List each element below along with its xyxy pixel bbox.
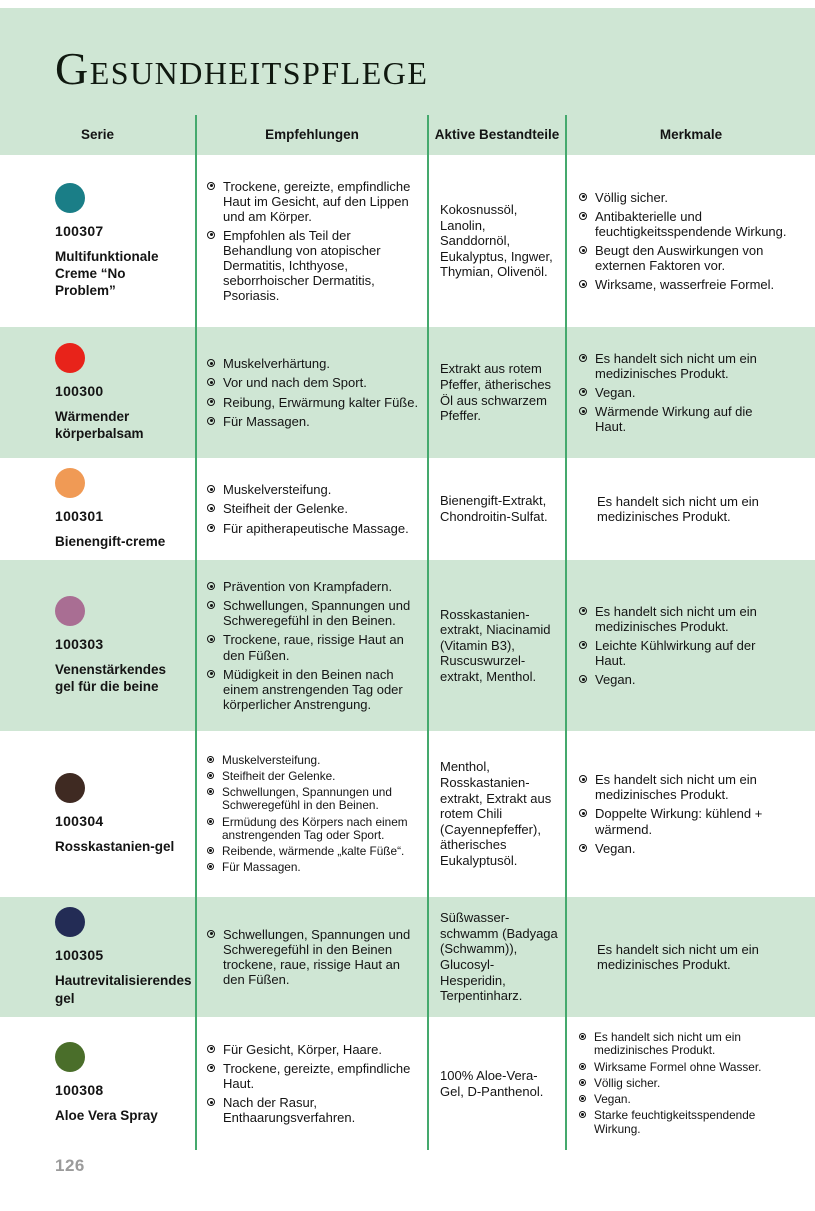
table-header-row	[0, 115, 815, 155]
empfehlungen-cell	[195, 560, 427, 731]
series-color-dot	[55, 468, 85, 498]
empfehlungen-list	[207, 754, 421, 875]
list-item	[579, 277, 809, 292]
product-name: Venenstärkendes gel für die beine	[55, 661, 167, 694]
circled-dot-bullet-icon	[579, 246, 587, 254]
merkmale-list	[579, 351, 809, 434]
empfehlungen-cell	[195, 458, 427, 560]
merkmale-list	[579, 772, 809, 855]
list-item-text: Muskelverhärtung.	[223, 356, 330, 372]
bestandteile-cell	[427, 560, 565, 731]
bestandteile-text: Extrakt aus rotem Pfeffer, ätherisches Öl aus schwarzem Pfeffer.	[440, 361, 552, 424]
list-item-text: Vegan.	[595, 840, 636, 856]
page-number: 126	[55, 1156, 85, 1175]
list-item	[579, 351, 809, 381]
list-item-text: Vegan.	[594, 1092, 631, 1107]
circled-dot-bullet-icon	[207, 847, 214, 854]
list-item	[207, 501, 421, 516]
circled-dot-bullet-icon	[579, 193, 587, 201]
circled-dot-bullet-icon	[579, 675, 587, 683]
header-cell-aktive-bestandteile: Aktive Bestandteile	[427, 115, 565, 155]
list-item-text: Für Massagen.	[222, 860, 301, 875]
list-item-text: Trockene, raue, rissige Haut an den Füßen.	[223, 632, 404, 663]
bestandteile-cell	[427, 155, 565, 327]
circled-dot-bullet-icon	[207, 863, 214, 870]
product-code: 100305	[55, 947, 104, 964]
serie-cell	[0, 327, 195, 458]
list-item	[579, 243, 809, 273]
product-name: Bienengift-creme	[55, 533, 166, 549]
list-item	[207, 375, 421, 390]
bestandteile-text: Menthol, Rosskastanien-extrakt, Extrakt aus rotem Chili (Cayennepfeffer), ätherisches Eukalyptusöl.	[440, 759, 552, 868]
list-item	[207, 632, 421, 662]
list-item	[207, 356, 421, 371]
list-item-text: Doppelte Wirkung: kühlend + wärmend.	[595, 806, 763, 837]
list-item	[579, 1077, 809, 1090]
product-code: 100300	[55, 382, 104, 399]
circled-dot-bullet-icon	[207, 1045, 215, 1053]
circled-dot-bullet-icon	[207, 182, 215, 190]
list-item	[579, 1061, 809, 1074]
circled-dot-bullet-icon	[207, 1098, 215, 1106]
list-item	[579, 604, 809, 634]
list-item-text: Für Gesicht, Körper, Haare.	[223, 1041, 382, 1057]
list-item-text: Müdigkeit in den Beinen nach einem anstrengenden Tag oder körperlicher Anstrengung.	[223, 666, 403, 712]
serie-cell	[0, 560, 195, 731]
circled-dot-bullet-icon	[207, 582, 215, 590]
circled-dot-bullet-icon	[207, 635, 215, 643]
list-item-text: Leichte Kühlwirkung auf der Haut.	[595, 637, 756, 669]
page-title: Gesundheitspflege	[55, 43, 429, 94]
list-item-text: Empfohlen als Teil der Behandlung von atopischer Dermatitis, Ichthyose, seborrhoischer Dermatitis, Psoriasis.	[223, 227, 381, 304]
merkmale-cell	[565, 1017, 815, 1150]
circled-dot-bullet-icon	[579, 1095, 586, 1102]
series-color-dot	[55, 596, 85, 626]
table-row	[0, 327, 815, 458]
list-item	[207, 1061, 421, 1091]
list-item	[207, 228, 421, 303]
merkmale-list	[579, 494, 809, 524]
serie-cell	[0, 458, 195, 560]
list-item	[207, 482, 421, 497]
list-item-text: Schwellungen, Spannungen und Schweregefühl in den Beinen.	[222, 785, 392, 813]
list-item-text: Nach der Rasur, Enthaarungsverfahren.	[223, 1095, 356, 1126]
bestandteile-cell	[427, 458, 565, 560]
circled-dot-bullet-icon	[579, 1033, 586, 1040]
merkmale-list	[579, 190, 809, 292]
product-code: 100307	[55, 222, 104, 239]
bestandteile-text: Bienengift-Extrakt, Chondroitin-Sulfat.	[440, 493, 548, 524]
list-item-text: Wärmende Wirkung auf die Haut.	[595, 404, 753, 435]
list-item	[207, 861, 421, 874]
empfehlungen-list	[207, 356, 421, 428]
list-item-text: Für Massagen.	[223, 413, 310, 429]
circled-dot-bullet-icon	[579, 1063, 586, 1070]
header-cell-merkmale: Merkmale	[565, 115, 815, 155]
list-item-text: Völlig sicher.	[594, 1075, 661, 1090]
list-item	[207, 667, 421, 712]
empfehlungen-cell	[195, 731, 427, 897]
list-item	[579, 404, 809, 434]
circled-dot-bullet-icon	[579, 1079, 586, 1086]
list-item-text: Reibung, Erwärmung kalter Füße.	[223, 394, 419, 410]
circled-dot-bullet-icon	[579, 212, 587, 220]
list-item	[579, 806, 809, 836]
list-item	[207, 845, 421, 858]
list-item	[207, 598, 421, 628]
circled-dot-bullet-icon	[207, 601, 215, 609]
list-item-text: Trockene, gereizte, empfindliche Haut im Gesicht, auf den Lippen und am Körper.	[223, 178, 411, 224]
circled-dot-bullet-icon	[579, 641, 587, 649]
list-item-text: Schwellungen, Spannungen und Schweregefühl in den Beinen trockene, raue, rissige Haut an den Füßen.	[223, 926, 411, 988]
empfehlungen-list	[207, 482, 421, 535]
circled-dot-bullet-icon	[579, 775, 587, 783]
circled-dot-bullet-icon	[579, 407, 587, 415]
circled-dot-bullet-icon	[207, 398, 215, 406]
circled-dot-bullet-icon	[207, 485, 215, 493]
list-item	[207, 179, 421, 224]
list-item	[579, 841, 809, 856]
bestandteile-cell	[427, 897, 565, 1017]
bestandteile-text: 100% Aloe-Vera-Gel, D-Panthenol.	[440, 1067, 544, 1099]
table-row	[0, 155, 815, 327]
empfehlungen-list	[207, 579, 421, 712]
list-item-text: Muskelversteifung.	[223, 482, 332, 498]
circled-dot-bullet-icon	[579, 809, 587, 817]
circled-dot-bullet-icon	[207, 670, 215, 678]
series-color-dot	[55, 907, 85, 937]
serie-cell	[0, 897, 195, 1017]
empfehlungen-cell	[195, 327, 427, 458]
list-item-text: Prävention von Krampfadern.	[223, 579, 393, 595]
list-item	[579, 772, 809, 802]
list-item	[207, 770, 421, 783]
list-item	[207, 414, 421, 429]
product-code: 100308	[55, 1082, 104, 1099]
list-item	[207, 786, 421, 812]
list-item-text: Vegan.	[595, 384, 636, 400]
empfehlungen-cell	[195, 897, 427, 1017]
circled-dot-bullet-icon	[207, 756, 214, 763]
series-color-dot	[55, 183, 85, 213]
merkmale-cell	[565, 327, 815, 458]
serie-cell	[0, 155, 195, 327]
merkmale-cell	[565, 560, 815, 731]
list-item	[207, 1095, 421, 1125]
circled-dot-bullet-icon	[579, 388, 587, 396]
circled-dot-bullet-icon	[207, 930, 215, 938]
circled-dot-bullet-icon	[207, 504, 215, 512]
list-item-text: Ermüdung des Körpers nach einem anstrengenden Tag oder Sport.	[222, 814, 408, 842]
product-name: Aloe Vera Spray	[55, 1108, 158, 1124]
list-item	[579, 494, 809, 524]
list-item	[207, 395, 421, 410]
empfehlungen-list	[207, 179, 421, 304]
list-item-text: Es handelt sich nicht um ein medizinisches Produkt.	[597, 493, 759, 524]
list-item	[207, 521, 421, 536]
product-code: 100303	[55, 635, 104, 652]
list-item-text: Es handelt sich nicht um ein medizinisches Produkt.	[595, 603, 757, 634]
circled-dot-bullet-icon	[207, 772, 214, 779]
list-item-text: Steifheit der Gelenke.	[222, 768, 336, 783]
list-item-text: Wirksame, wasserfreie Formel.	[595, 277, 775, 293]
circled-dot-bullet-icon	[579, 1111, 586, 1118]
merkmale-list	[579, 604, 809, 687]
table-row	[0, 458, 815, 560]
table-row	[0, 1017, 815, 1150]
merkmale-list	[579, 1031, 809, 1135]
bestandteile-text: Kokosnussöl, Lanolin, Sanddornöl, Eukalyptus, Ingwer, Thymian, Olivenöl.	[440, 202, 553, 280]
product-name: Wärmender körperbalsam	[55, 408, 144, 441]
list-item-text: Es handelt sich nicht um ein medizinisches Produkt.	[595, 772, 757, 803]
list-item-text: Steifheit der Gelenke.	[223, 501, 349, 517]
circled-dot-bullet-icon	[207, 231, 215, 239]
circled-dot-bullet-icon	[207, 359, 215, 367]
empfehlungen-list	[207, 1042, 421, 1125]
merkmale-cell	[565, 897, 815, 1017]
list-item-text: Muskelversteifung.	[222, 752, 321, 767]
list-item-text: Schwellungen, Spannungen und Schweregefühl in den Beinen.	[223, 598, 411, 629]
list-item-text: Es handelt sich nicht um ein medizinisches Produkt.	[595, 350, 757, 381]
series-color-dot	[55, 343, 85, 373]
table-row	[0, 897, 815, 1017]
circled-dot-bullet-icon	[207, 524, 215, 532]
merkmale-cell	[565, 731, 815, 897]
empfehlungen-cell	[195, 155, 427, 327]
list-item	[579, 209, 809, 239]
list-item-text: Antibakterielle und feuchtigkeitsspendende Wirkung.	[595, 208, 787, 239]
empfehlungen-cell	[195, 1017, 427, 1150]
list-item-text: Wirksame Formel ohne Wasser.	[594, 1059, 762, 1074]
list-item-text: Es handelt sich nicht um ein medizinisches Produkt.	[594, 1030, 741, 1058]
list-item	[579, 1109, 809, 1135]
list-item	[207, 579, 421, 594]
circled-dot-bullet-icon	[207, 1064, 215, 1072]
circled-dot-bullet-icon	[579, 354, 587, 362]
list-item-text: Trockene, gereizte, empfindliche Haut.	[223, 1060, 411, 1091]
serie-cell	[0, 1017, 195, 1150]
product-code: 100304	[55, 812, 104, 829]
empfehlungen-list	[207, 927, 421, 987]
product-code: 100301	[55, 507, 104, 524]
product-name: Rosskastanien-gel	[55, 838, 175, 854]
circled-dot-bullet-icon	[579, 280, 587, 288]
list-item-text: Starke feuchtigkeitsspendende Wirkung.	[594, 1108, 756, 1136]
list-item	[207, 927, 421, 987]
product-name: Multifunktionale Creme “No Problem”	[55, 248, 159, 299]
merkmale-cell	[565, 458, 815, 560]
circled-dot-bullet-icon	[207, 417, 215, 425]
circled-dot-bullet-icon	[207, 378, 215, 386]
list-item	[207, 816, 421, 842]
series-color-dot	[55, 773, 85, 803]
list-item	[579, 672, 809, 687]
bestandteile-cell	[427, 327, 565, 458]
list-item-text: Vegan.	[595, 672, 636, 688]
list-item-text: Für apitherapeutische Massage.	[223, 520, 409, 536]
list-item-text: Vor und nach dem Sport.	[223, 375, 367, 391]
list-item	[207, 754, 421, 767]
list-item	[579, 1093, 809, 1106]
serie-cell	[0, 731, 195, 897]
table-row	[0, 560, 815, 731]
list-item-text: Völlig sicher.	[595, 189, 668, 205]
list-item-text: Es handelt sich nicht um ein medizinisches Produkt.	[597, 941, 759, 972]
circled-dot-bullet-icon	[579, 607, 587, 615]
list-item-text: Beugt den Auswirkungen von externen Faktoren vor.	[595, 243, 764, 274]
product-table	[0, 155, 815, 1150]
bestandteile-text: Rosskastanien-extrakt, Niacinamid (Vitamin B3), Ruscuswurzel-extrakt, Menthol.	[440, 606, 551, 684]
header-cell-empfehlungen: Empfehlungen	[195, 115, 427, 155]
circled-dot-bullet-icon	[207, 818, 214, 825]
list-item	[579, 638, 809, 668]
page-header	[0, 8, 815, 155]
list-item	[579, 385, 809, 400]
list-item	[579, 942, 809, 972]
circled-dot-bullet-icon	[579, 844, 587, 852]
list-item-text: Reibende, wärmende „kalte Füße“.	[222, 843, 405, 858]
table-row	[0, 731, 815, 897]
bestandteile-text: Süßwasser-schwamm (Badyaga (Schwamm)), Glucosyl-Hesperidin, Terpentinharz.	[440, 910, 558, 1004]
series-color-dot	[55, 1042, 85, 1072]
bestandteile-cell	[427, 1017, 565, 1150]
bestandteile-cell	[427, 731, 565, 897]
merkmale-list	[579, 942, 809, 972]
list-item	[579, 1031, 809, 1057]
product-name: Hautrevitalisierendes gel	[55, 973, 192, 1006]
merkmale-cell	[565, 155, 815, 327]
circled-dot-bullet-icon	[207, 788, 214, 795]
list-item	[579, 190, 809, 205]
list-item	[207, 1042, 421, 1057]
header-cell-serie: Serie	[80, 127, 115, 143]
